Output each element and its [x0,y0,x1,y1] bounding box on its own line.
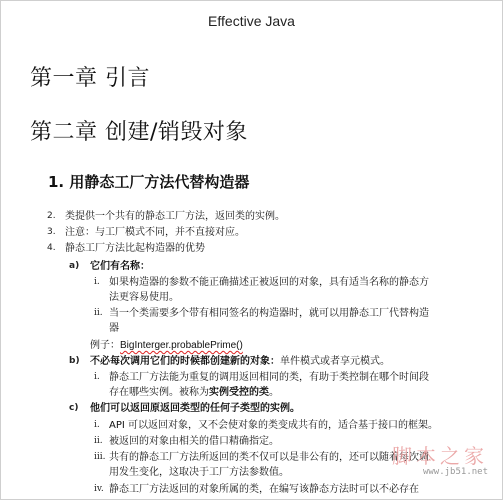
list-number: 2. [47,211,56,221]
paragraph-line: 当一个类需要多个带有相同签名的构造器时，就可以用静态工厂代替构造 [109,308,429,319]
watermark-text: 脚本之家 [392,444,488,468]
list-item-text: 注意：与工厂模式不同，并不直接对应。 [65,227,245,238]
paragraph-text: 存在哪些实例。被称为 [109,387,209,398]
list-item-text: 静态工厂方法比起构造器的优势 [65,243,205,254]
roman-marker: iv. [94,484,104,494]
sublist-title-rest: 单件模式或者享元模式。 [280,356,390,367]
sublist-title-line [90,355,390,368]
paragraph-line: 共有的静态工厂方法所返回的类不仅可以是非公有的，还可以随着每次调 [109,452,429,463]
paragraph-line: 静态工厂方法能为重复的调用返回相同的类，有助于类控制在哪个时间段 [109,372,429,383]
chapter-2-heading: 第二章 创建/销毁对象 [30,120,248,145]
paragraph-line: 法更容易使用。 [109,292,179,303]
emphasis-text: 实例受控的类 [209,387,269,398]
roman-marker: ii. [94,436,103,446]
sublist-marker: c) [69,403,79,413]
site-watermark [392,440,488,477]
list-item-text: 类提供一个共有的静态工厂方法，返回类的实例。 [65,211,285,222]
paragraph-text: 。 [269,387,279,398]
sublist-title: 他们可以返回原返回类型的任何子类型的实例。 [90,403,300,414]
roman-marker: i. [94,420,100,430]
paragraph-line: 如果构造器的参数不能正确描述正被返回的对象，具有适当名称的静态方 [109,277,429,288]
roman-marker: i. [94,372,100,382]
list-number: 3. [47,227,56,237]
chapter-1-heading: 第一章 引言 [30,66,150,91]
roman-marker: iii. [94,452,106,462]
document-header: Effective Java [208,13,295,29]
list-number: 4. [47,243,56,253]
sublist-title: 它们有名称： [90,261,150,272]
paragraph-line: 器 [109,323,119,334]
paragraph-line: 用发生变化，这取决于工厂方法参数值。 [109,467,289,478]
roman-marker: i. [94,277,100,287]
section-heading: 1. 用静态工厂方法代替构造器 [48,173,250,191]
sublist-title: 不必每次调用它们的时候都创建新的对象： [90,356,280,367]
paragraph-line: 静态工厂方法返回的对象所属的类，在编写该静态方法时可以不必存在 [109,484,419,495]
paragraph-line [109,386,279,399]
watermark-url: www.jb51.net [422,467,488,477]
roman-marker: ii. [94,308,103,318]
sublist-marker: a) [69,261,80,271]
paragraph-line: 被返回的对象由相关的借口精确指定。 [109,436,279,447]
example-label: 例子： [90,340,120,351]
sublist-marker: b) [69,356,80,366]
paragraph-line: API 可以返回对象，又不会使对象的类变成共有的，适合基于接口的框架。 [109,420,438,431]
example-code: BigInterger.probablePrime() [120,340,243,351]
